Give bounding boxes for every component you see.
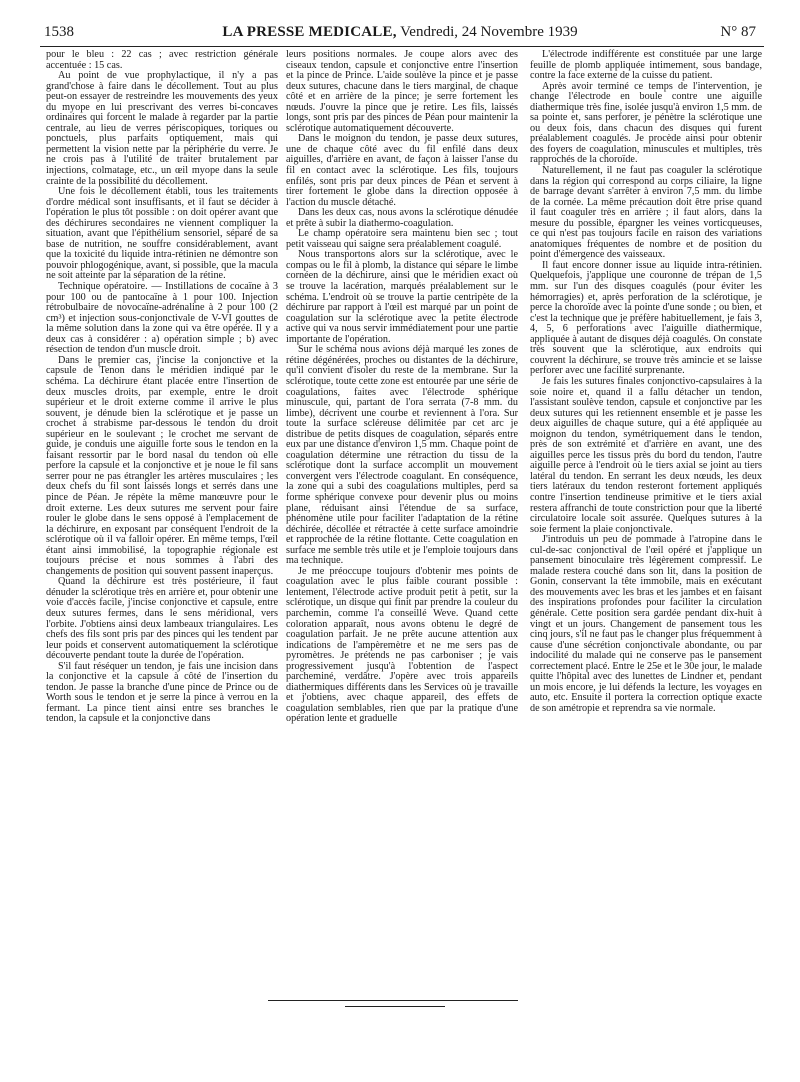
paragraph: Une fois le décollement établi, tous les traitements d'ordre médical sont insuffisants, et il faut se décider à l'opération le plus tôt possible : on doit opérer avant que des déchirures secondaires ne viennent compliquer la situation, avant que l'épithélium sensoriel, séparé de sa base de nutrition, ne souffre considérablement, avant que la toxicité du liquide intra-rétinien ne démontre son pouvoir phlogogénique, avant, si possible, que la macula ne soit atteinte par la séparation de la rétine. — [46, 186, 278, 282]
paragraph: leurs positions normales. Je coupe alors avec des ciseaux tendon, capsule et conjonctive entre l'insertion et la pince de Prince. L'aide soulève la pince et je passe deux sutures, chacune dans le tiers marginal, de chaque côté et en arrière de la pince; je serre fortement les nœuds. J'ouvre la pince que je retire. Les fils, laissés longs, sont pris par des pinces de Péan pour maintenir la sclérotique automatiquement découverte. — [286, 49, 518, 134]
paragraph: Je fais les sutures finales conjonctivo-capsulaires à la soie noire et, quand il a fallu détacher un tendon, l'assistant soulève tendon, capsule et conjonctive par les deux sutures qui les retiennent ensemble et je passe les deux aiguilles de chaque suture, qui a été appliquée au moignon du tendon, symétriquement dans le tendon, près de son extrémité et d'arrière en avant, une des aiguilles perce les tissus près du bord du tendon, l'autre aiguille perce à l'endroit où le tiers axial se joint au tiers latéral du tendon. En serrant les deux nœuds, les deux tiers latéraux du tendon resteront fortement appliqués contre l'insertion tendineuse primitive et le tiers axial restera affranchi de toute constriction pour que la liberté circulatoire locale soit assurée. Quelques sutures à la soie ferment la plaie conjonctivale. — [530, 375, 762, 535]
issue-date: Vendredi, 24 Novembre 1939 — [400, 24, 578, 40]
page-number: 1538 — [44, 24, 74, 40]
paragraph: Naturellement, il ne faut pas coaguler la sclérotique dans la région qui correspond au corps ciliaire, la ligne de barrage devant s'arrêter à environ 7,5 mm. du limbe de la cornée. La même précaution doit être prise quand il faut coaguler très en arrière ; il faut alors, dans la mesure du possible, épargner les veines vorticqueuses, ce qui n'est pas toujours facile en raison des variations anatomiques fréquentes de nombre et de position du point d'émergence des vaisseaux. — [530, 165, 762, 261]
paragraph: Au point de vue prophylactique, il n'y a pas grand'chose à faire dans le décollement. Tout au plus peut-on essayer de restreindre les mouvements des yeux du myope en lui prescrivant des verres bi-concaves ordinaires qui forcent le malade à regarder par la partie centrale, au lieu de verres périscopiques, toriques ou ponctuels, plus parfaits optiquement, mais qui permettent la vision nette par la périphérie du verre. Je ne crois pas à l'utilité de traiter brutalement par injections, colmatage, etc., un œil myope dans la seule crainte de la possibilité du décollement. — [46, 70, 278, 187]
journal-name: LA PRESSE MEDICALE, — [222, 24, 397, 40]
paragraph: J'introduis un peu de pommade à l'atropine dans le cul-de-sac conjonctival de l'œil opéré et j'applique un pansement binoculaire très légèrement compressif. Le malade restera couché dans son lit, dans la position de Gonin, conservant la tête immobile, mais en exécutant des mouvements avec les bras et les jambes et en faisant des inspirations profondes pour faciliter la circulation générale. Cette position sera gardée pendant dix-huit à vingt et un jours. Changement de pansement tous les cinq jours, s'il ne faut pas le changer plus fréquemment à cause d'une sécrétion conjonctivale abondante, ou par indocilité du malade qui ne conserve pas le pansement correctement placé. Entre le 25e et le 30e jour, le malade quitte l'hôpital avec des lunettes de Lindner et, pendant un mois encore, je lui défends la lecture, les voyages en auto, etc. Ensuite il portera la correction optique exacte de son amétropie et reprendra sa vie normale. — [530, 534, 762, 714]
header-rule — [40, 46, 764, 47]
paragraph: Il faut encore donner issue au liquide intra-rétinien. Quelquefois, j'applique une couronne de trépan de 1,5 mm. sur l'un des disques coagulés (pour éviter les hémorragies) et, après perforation de la sclérotique, je perce la choroïde avec la pointe d'une sonde ; ou bien, et c'est la technique que je préfère habituellement, je fais 3, 4, 5, 6 perforations avec l'aiguille diathermique, appliquée à autant de disques déjà coagulés. On constate très souvent que la sclérotique, aux endroits qui couvrent la déchirure, se trouve très amincie et se laisse perforer avec une facilité surprenante. — [530, 259, 762, 377]
paragraph: Technique opératoire. — Instillations de cocaïne à 3 pour 100 ou de pantocaïne à 1 pour 100. Injection rétrobulbaire de novocaïne-adrénaline à 2 pour 100 (2 cm³) et injection sous-conjonctivale de V-VI gouttes de la même solution dans la zone qui va être opérée. Il y a deux cas à considérer : a) opération simple ; b) avec résection de tendon d'un muscle droit. — [46, 281, 278, 356]
journal-title — [36, 24, 764, 41]
column-3 — [530, 50, 762, 714]
paragraph: Nous transportons alors sur la sclérotique, avec le compas ou le fil à plomb, la distance qui sépare le limbe cornéen de la déchirure, ainsi que le méridien exact où se trouve la lacération, marqués préalablement sur le schéma. L'endroit où se trouve la partie centripète de la déchirure par rapport à l'œil est marqué par un point de coagulation sur la sclérotique avec la petite électrode active qui va nous servir immédiatement pour une partie importante de l'opération. — [286, 249, 518, 345]
paragraph: S'il faut réséquer un tendon, je fais une incision dans la conjonctive et la capsule à côté de l'insertion du tendon. Je passe la branche d'une pince de Prince ou de Worth sous le tendon et je serre la pince à verrou en la fermant. La pince tient ainsi entre ses branches le tendon, la capsule et la conjonctive dans — [46, 660, 278, 725]
paragraph: Dans les deux cas, nous avons la sclérotique dénudée et prête à subir la diathermo-coagulation. — [286, 207, 518, 229]
paragraph: Dans le moignon du tendon, je passe deux sutures, une de chaque côté avec du fil enfilé dans deux aiguilles, d'arrière en avant, de façon à laisser l'anse du fil en contact avec la sclérotique. Les fils, toujours enfilés, sont pris par deux pinces de Péan et servent à tirer fortement le globe dans la direction opposée à l'action du muscle détaché. — [286, 133, 518, 208]
end-rule-short — [345, 1006, 445, 1007]
column-1 — [46, 50, 278, 725]
issue-number: N° 87 — [720, 24, 756, 40]
paragraph: L'électrode indifférente est constituée par une large feuille de plomb appliquée intimement, sous bandage, contre la face externe de la cuisse du patient. — [530, 49, 762, 82]
paragraph: Dans le premier cas, j'incise la conjonctive et la capsule de Tenon dans le méridien indiqué par le schéma. La déchirure étant placée entre l'insertion de deux muscles droits, par exemple, entre le droit supérieur et le droit externe comme il arrive le plus souvent, je dénude bien la sclérotique et je passe un crochet à strabisme par-dessous le tendon du droit supérieur en le soulevant ; le crochet me servant de guide, je conduis une aiguille forte sous le tendon en la faisant ressortir par le bord nasal du tendon où elle perfore la capsule et la conjonctive et je noue le fil sans serrer pour ne pas étrangler les artères musculaires ; les deux chefs du fil sont laissés longs et serrés dans une pince de Péan. Je répète la même manœuvre pour le droit externe. Les deux sutures me servent pour faire rouler le globe dans le sens opposé à l'emplacement de la déchirure, en exposant par conséquent l'endroit de la sclérotique où il va falloir opérer. En même temps, l'œil étant ainsi immobilisé, la topographie régionale est toujours précise et nous sommes à l'abri des changements de position qui souvent passent inaperçus. — [46, 354, 278, 577]
end-rule — [268, 1000, 518, 1001]
paragraph: Sur le schéma nous avions déjà marqué les zones de rétine dégénérées, proches ou distantes de la déchirure, qu'il convient d'isoler du reste de la membrane. Sur la sclérotique, toute cette zone est entourée par une série de coagulations, faites avec l'électrode sphérique minuscule, qui, partant de l'ora serrata (7-8 mm. du limbe), décrivent une courbe et reviennent à l'ora. Sur toute la surface scléreuse délimitée par cet arc je distribue de petits disques de coagulation, séparés entre eux par une distance d'environ 1,5 mm. Chaque point de coagulation détermine une rétraction du tissu de la sclérotique dont la surface accomplit un mouvement convergent vers l'électrode coagulant. En conséquence, la zone qui a subi des coagulations multiples, perd sa forme sphérique convexe pour devenir plus ou moins plane, réduisant ainsi l'étendue de sa surface, phénomène utile pour faciliter l'adaptation de la rétine déchirée, décollée et rétractée à cette surface amoindrie et rapprochée de la rétine flottante. Cette coagulation en surface me semble très utile et je l'emploie toujours dans ma technique. — [286, 344, 518, 567]
paragraph: Quand la déchirure est très postérieure, il faut dénuder la sclérotique très en arrière et, pour obtenir une voie d'accès facile, j'incise conjonctive et capsule, entre deux sutures fermes, dans le sens méridional, vers l'orbite. J'obtiens ainsi deux lambeaux triangulaires. Les chefs des fils sont pris par des pinces qui les tendent par leur poids et conservent automatiquement la sclérotique découverte pendant toute la durée de l'opération. — [46, 576, 278, 662]
paragraph: Le champ opératoire sera maintenu bien sec ; tout petit vaisseau qui saigne sera préalablement coagulé. — [286, 228, 518, 250]
paragraph: pour le bleu : 22 cas ; avec restriction générale accentuée : 15 cas. — [46, 49, 278, 71]
paragraph: Je me préoccupe toujours d'obtenir mes points de coagulation avec le plus faible courant possible : lentement, l'électrode active produit petit à petit, sur la sclérotique, un disque qui finit par prendre la couleur du parchemin, comme l'a conseillé Weve. Quand cette coloration apparaît, nous avons obtenu le degré de coagulation parfait. Je ne prête aucune attention aux indications de l'ampèremètre et ne me sers pas de pyromètres. Je prétends ne pas carboniser ; je vais progressivement jusqu'à l'obtention de l'aspect parcheminé, verdâtre. J'opère avec trois appareils diathermiques différents dans les Services où je travaille et j'obtiens, avec chaque appareil, des effets de coagulation semblables, rien que par la pratique d'une opération lente et graduelle — [286, 565, 518, 725]
page-header — [36, 24, 764, 44]
column-2 — [286, 50, 518, 725]
paragraph: Après avoir terminé ce temps de l'intervention, je change l'électrode en boule contre une aiguille diathermique très fine, isolée jusqu'à environ 1,5 mm. de sa pointe et, sans perforer, je pénètre la sclérotique une ou deux fois, dans chacun des disques qui furent préalablement coagulés. Je procède ainsi pour obtenir des foyers de coagulation, minuscules et multiples, très rapprochés de la choroïde. — [530, 80, 762, 166]
